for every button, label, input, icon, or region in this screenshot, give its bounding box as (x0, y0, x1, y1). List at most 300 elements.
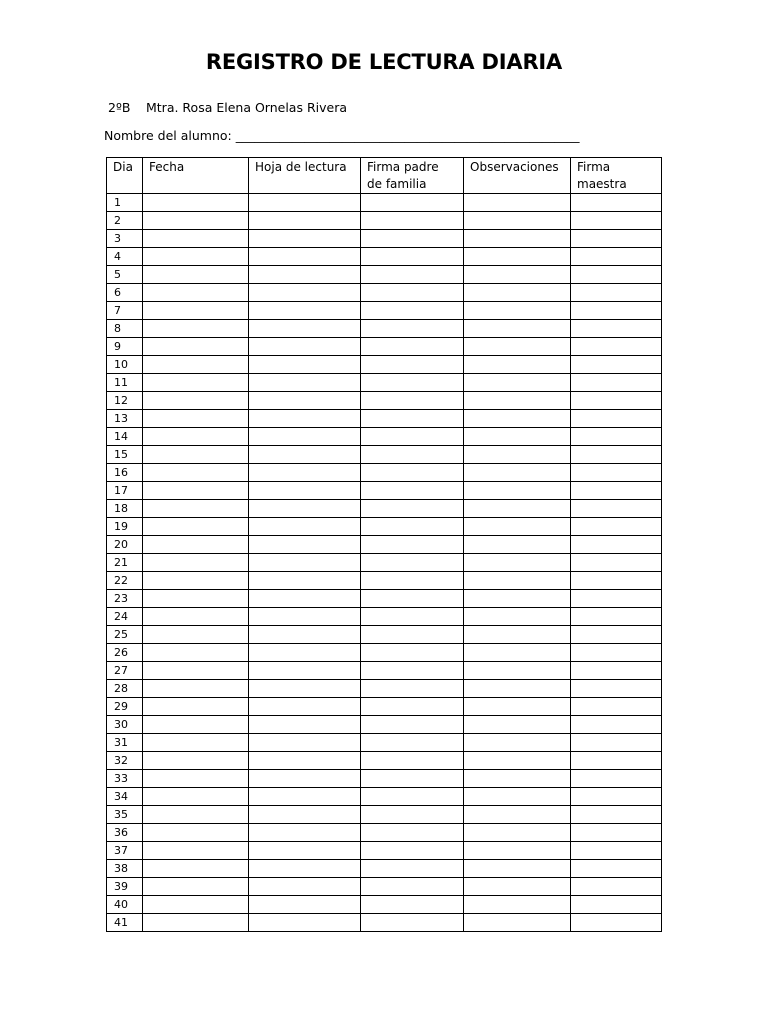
hoja-de-lectura-cell (249, 410, 361, 428)
firma-padre-cell (361, 518, 464, 536)
hoja-de-lectura-cell (249, 698, 361, 716)
observaciones-cell (464, 644, 571, 662)
hoja-de-lectura-cell (249, 788, 361, 806)
table-row (107, 914, 662, 932)
observaciones-cell (464, 284, 571, 302)
hoja-de-lectura-cell (249, 608, 361, 626)
firma-maestra-cell (571, 824, 662, 842)
hoja-de-lectura-cell (249, 464, 361, 482)
hoja-de-lectura-cell (249, 662, 361, 680)
hoja-de-lectura-cell (249, 572, 361, 590)
hoja-de-lectura-cell (249, 536, 361, 554)
firma-maestra-cell (571, 320, 662, 338)
firma-maestra-cell (571, 878, 662, 896)
observaciones-cell (464, 374, 571, 392)
firma-maestra-cell (571, 518, 662, 536)
table-row (107, 266, 662, 284)
fecha-cell (143, 356, 249, 374)
firma-maestra-cell (571, 464, 662, 482)
day-number-cell: 5 (107, 266, 143, 284)
header-firma-padre: Firma padre de familia (361, 158, 464, 194)
hoja-de-lectura-cell (249, 896, 361, 914)
day-number-cell: 7 (107, 302, 143, 320)
table-row (107, 410, 662, 428)
hoja-de-lectura-cell (249, 374, 361, 392)
table-row (107, 752, 662, 770)
firma-padre-cell (361, 410, 464, 428)
day-number-cell: 10 (107, 356, 143, 374)
table-row (107, 590, 662, 608)
table-row (107, 626, 662, 644)
firma-maestra-cell (571, 716, 662, 734)
day-number-cell: 32 (107, 752, 143, 770)
fecha-cell (143, 284, 249, 302)
firma-maestra-cell (571, 392, 662, 410)
firma-padre-cell (361, 266, 464, 284)
table-row (107, 500, 662, 518)
table-row (107, 860, 662, 878)
hoja-de-lectura-cell (249, 644, 361, 662)
hoja-de-lectura-cell (249, 428, 361, 446)
student-name-label: Nombre del alumno: (104, 128, 232, 143)
day-number-cell: 40 (107, 896, 143, 914)
observaciones-cell (464, 590, 571, 608)
firma-maestra-cell (571, 302, 662, 320)
table-row (107, 284, 662, 302)
firma-maestra-cell (571, 482, 662, 500)
table-row (107, 554, 662, 572)
grade-label: 2ºB (108, 100, 131, 115)
firma-padre-cell (361, 590, 464, 608)
day-number-cell: 4 (107, 248, 143, 266)
table-row (107, 770, 662, 788)
fecha-cell (143, 878, 249, 896)
day-number-cell: 21 (107, 554, 143, 572)
day-number-cell: 1 (107, 194, 143, 212)
firma-padre-cell (361, 752, 464, 770)
hoja-de-lectura-cell (249, 680, 361, 698)
hoja-de-lectura-cell (249, 626, 361, 644)
firma-padre-cell (361, 662, 464, 680)
firma-maestra-cell (571, 572, 662, 590)
hoja-de-lectura-cell (249, 320, 361, 338)
observaciones-cell (464, 554, 571, 572)
firma-maestra-cell (571, 500, 662, 518)
table-row (107, 806, 662, 824)
fecha-cell (143, 734, 249, 752)
fecha-cell (143, 500, 249, 518)
firma-padre-cell (361, 770, 464, 788)
firma-padre-cell (361, 320, 464, 338)
day-number-cell: 28 (107, 680, 143, 698)
table-row (107, 482, 662, 500)
student-name-line (104, 128, 579, 143)
firma-padre-cell (361, 374, 464, 392)
firma-padre-cell (361, 356, 464, 374)
day-number-cell: 14 (107, 428, 143, 446)
day-number-cell: 24 (107, 608, 143, 626)
observaciones-cell (464, 752, 571, 770)
firma-maestra-cell (571, 644, 662, 662)
day-number-cell: 11 (107, 374, 143, 392)
day-number-cell: 3 (107, 230, 143, 248)
observaciones-cell (464, 428, 571, 446)
fecha-cell (143, 392, 249, 410)
observaciones-cell (464, 788, 571, 806)
firma-maestra-cell (571, 356, 662, 374)
firma-maestra-cell (571, 770, 662, 788)
fecha-cell (143, 680, 249, 698)
hoja-de-lectura-cell (249, 338, 361, 356)
table-row (107, 338, 662, 356)
fecha-cell (143, 698, 249, 716)
day-number-cell: 23 (107, 590, 143, 608)
firma-padre-cell (361, 824, 464, 842)
table-header-row (107, 158, 662, 194)
hoja-de-lectura-cell (249, 842, 361, 860)
table-row (107, 896, 662, 914)
firma-padre-cell (361, 536, 464, 554)
day-number-cell: 6 (107, 284, 143, 302)
table-row (107, 644, 662, 662)
firma-padre-cell (361, 608, 464, 626)
fecha-cell (143, 338, 249, 356)
observaciones-cell (464, 716, 571, 734)
fecha-cell (143, 554, 249, 572)
table-row (107, 608, 662, 626)
firma-maestra-cell (571, 590, 662, 608)
hoja-de-lectura-cell (249, 212, 361, 230)
fecha-cell (143, 644, 249, 662)
firma-maestra-cell (571, 806, 662, 824)
day-number-cell: 15 (107, 446, 143, 464)
day-number-cell: 29 (107, 698, 143, 716)
fecha-cell (143, 608, 249, 626)
observaciones-cell (464, 824, 571, 842)
day-number-cell: 38 (107, 860, 143, 878)
observaciones-cell (464, 194, 571, 212)
fecha-cell (143, 824, 249, 842)
observaciones-cell (464, 338, 571, 356)
observaciones-cell (464, 770, 571, 788)
firma-maestra-cell (571, 626, 662, 644)
observaciones-cell (464, 302, 571, 320)
hoja-de-lectura-cell (249, 266, 361, 284)
firma-padre-cell (361, 212, 464, 230)
fecha-cell (143, 464, 249, 482)
observaciones-cell (464, 914, 571, 932)
firma-maestra-cell (571, 752, 662, 770)
firma-maestra-cell (571, 608, 662, 626)
hoja-de-lectura-cell (249, 230, 361, 248)
firma-padre-cell (361, 626, 464, 644)
hoja-de-lectura-cell (249, 860, 361, 878)
firma-padre-cell (361, 284, 464, 302)
firma-padre-cell (361, 446, 464, 464)
fecha-cell (143, 536, 249, 554)
firma-maestra-cell (571, 680, 662, 698)
table-row (107, 734, 662, 752)
fecha-cell (143, 266, 249, 284)
hoja-de-lectura-cell (249, 446, 361, 464)
firma-maestra-cell (571, 446, 662, 464)
observaciones-cell (464, 572, 571, 590)
table-row (107, 194, 662, 212)
observaciones-cell (464, 806, 571, 824)
day-number-cell: 36 (107, 824, 143, 842)
fecha-cell (143, 428, 249, 446)
firma-padre-cell (361, 572, 464, 590)
table-row (107, 212, 662, 230)
firma-maestra-cell (571, 410, 662, 428)
firma-padre-cell (361, 644, 464, 662)
header-hoja-de-lectura: Hoja de lectura (249, 158, 361, 194)
day-number-cell: 16 (107, 464, 143, 482)
teacher-name: Mtra. Rosa Elena Ornelas Rivera (146, 100, 348, 115)
fecha-cell (143, 410, 249, 428)
firma-padre-cell (361, 302, 464, 320)
fecha-cell (143, 374, 249, 392)
day-number-cell: 34 (107, 788, 143, 806)
fecha-cell (143, 896, 249, 914)
table-row (107, 788, 662, 806)
table-row (107, 464, 662, 482)
day-number-cell: 26 (107, 644, 143, 662)
observaciones-cell (464, 248, 571, 266)
observaciones-cell (464, 860, 571, 878)
fecha-cell (143, 752, 249, 770)
hoja-de-lectura-cell (249, 914, 361, 932)
fecha-cell (143, 662, 249, 680)
observaciones-cell (464, 320, 571, 338)
firma-padre-cell (361, 716, 464, 734)
observaciones-cell (464, 842, 571, 860)
day-number-cell: 17 (107, 482, 143, 500)
firma-maestra-cell (571, 842, 662, 860)
fecha-cell (143, 770, 249, 788)
observaciones-cell (464, 518, 571, 536)
firma-maestra-cell (571, 914, 662, 932)
table-body (107, 194, 662, 932)
firma-padre-cell (361, 428, 464, 446)
firma-padre-cell (361, 878, 464, 896)
hoja-de-lectura-cell (249, 806, 361, 824)
hoja-de-lectura-cell (249, 302, 361, 320)
hoja-de-lectura-cell (249, 194, 361, 212)
hoja-de-lectura-cell (249, 392, 361, 410)
firma-padre-cell (361, 194, 464, 212)
firma-padre-cell (361, 806, 464, 824)
hoja-de-lectura-cell (249, 518, 361, 536)
fecha-cell (143, 230, 249, 248)
table-row (107, 302, 662, 320)
firma-padre-cell (361, 230, 464, 248)
firma-padre-cell (361, 392, 464, 410)
firma-padre-cell (361, 734, 464, 752)
day-number-cell: 30 (107, 716, 143, 734)
fecha-cell (143, 806, 249, 824)
table-row (107, 572, 662, 590)
observaciones-cell (464, 266, 571, 284)
table-row (107, 536, 662, 554)
hoja-de-lectura-cell (249, 554, 361, 572)
table-row (107, 824, 662, 842)
firma-maestra-cell (571, 248, 662, 266)
firma-padre-cell (361, 554, 464, 572)
fecha-cell (143, 248, 249, 266)
day-number-cell: 8 (107, 320, 143, 338)
firma-padre-cell (361, 500, 464, 518)
firma-padre-cell (361, 464, 464, 482)
observaciones-cell (464, 626, 571, 644)
observaciones-cell (464, 536, 571, 554)
observaciones-cell (464, 230, 571, 248)
firma-padre-cell (361, 248, 464, 266)
hoja-de-lectura-cell (249, 878, 361, 896)
fecha-cell (143, 788, 249, 806)
table-row (107, 698, 662, 716)
fecha-cell (143, 626, 249, 644)
day-number-cell: 37 (107, 842, 143, 860)
day-number-cell: 22 (107, 572, 143, 590)
firma-maestra-cell (571, 734, 662, 752)
firma-padre-cell (361, 896, 464, 914)
firma-padre-cell (361, 482, 464, 500)
firma-padre-cell (361, 680, 464, 698)
firma-maestra-cell (571, 212, 662, 230)
firma-maestra-cell (571, 536, 662, 554)
fecha-cell (143, 572, 249, 590)
firma-padre-cell (361, 338, 464, 356)
observaciones-cell (464, 698, 571, 716)
hoja-de-lectura-cell (249, 752, 361, 770)
hoja-de-lectura-cell (249, 500, 361, 518)
fecha-cell (143, 842, 249, 860)
firma-padre-cell (361, 788, 464, 806)
observaciones-cell (464, 482, 571, 500)
firma-maestra-cell (571, 698, 662, 716)
day-number-cell: 9 (107, 338, 143, 356)
observaciones-cell (464, 662, 571, 680)
table-row (107, 662, 662, 680)
table-row (107, 230, 662, 248)
hoja-de-lectura-cell (249, 482, 361, 500)
firma-maestra-cell (571, 230, 662, 248)
day-number-cell: 27 (107, 662, 143, 680)
fecha-cell (143, 194, 249, 212)
firma-maestra-cell (571, 896, 662, 914)
hoja-de-lectura-cell (249, 824, 361, 842)
fecha-cell (143, 914, 249, 932)
observaciones-cell (464, 446, 571, 464)
day-number-cell: 25 (107, 626, 143, 644)
day-number-cell: 41 (107, 914, 143, 932)
day-number-cell: 2 (107, 212, 143, 230)
table-row (107, 356, 662, 374)
day-number-cell: 18 (107, 500, 143, 518)
student-name-blank: _______________________________________________________ (235, 128, 580, 143)
hoja-de-lectura-cell (249, 590, 361, 608)
observaciones-cell (464, 734, 571, 752)
firma-padre-cell (361, 698, 464, 716)
firma-padre-cell (361, 842, 464, 860)
fecha-cell (143, 518, 249, 536)
observaciones-cell (464, 878, 571, 896)
hoja-de-lectura-cell (249, 248, 361, 266)
observaciones-cell (464, 896, 571, 914)
hoja-de-lectura-cell (249, 770, 361, 788)
header-dia: Dia (107, 158, 143, 194)
observaciones-cell (464, 680, 571, 698)
day-number-cell: 33 (107, 770, 143, 788)
header-firma-maestra: Firma maestra (571, 158, 662, 194)
firma-padre-cell (361, 914, 464, 932)
observaciones-cell (464, 500, 571, 518)
firma-padre-cell (361, 860, 464, 878)
table-row (107, 446, 662, 464)
table-row (107, 374, 662, 392)
day-number-cell: 39 (107, 878, 143, 896)
table-row (107, 320, 662, 338)
header-fecha: Fecha (143, 158, 249, 194)
table-row (107, 842, 662, 860)
observaciones-cell (464, 464, 571, 482)
hoja-de-lectura-cell (249, 284, 361, 302)
firma-maestra-cell (571, 266, 662, 284)
observaciones-cell (464, 212, 571, 230)
hoja-de-lectura-cell (249, 356, 361, 374)
firma-maestra-cell (571, 194, 662, 212)
header-observaciones: Observaciones (464, 158, 571, 194)
fecha-cell (143, 716, 249, 734)
fecha-cell (143, 860, 249, 878)
table-row (107, 878, 662, 896)
day-number-cell: 20 (107, 536, 143, 554)
firma-maestra-cell (571, 860, 662, 878)
day-number-cell: 35 (107, 806, 143, 824)
firma-maestra-cell (571, 554, 662, 572)
fecha-cell (143, 482, 249, 500)
hoja-de-lectura-cell (249, 734, 361, 752)
table-row (107, 716, 662, 734)
day-number-cell: 12 (107, 392, 143, 410)
table-row (107, 428, 662, 446)
firma-maestra-cell (571, 428, 662, 446)
observaciones-cell (464, 410, 571, 428)
firma-maestra-cell (571, 284, 662, 302)
firma-maestra-cell (571, 788, 662, 806)
day-number-cell: 13 (107, 410, 143, 428)
firma-maestra-cell (571, 374, 662, 392)
fecha-cell (143, 320, 249, 338)
observaciones-cell (464, 356, 571, 374)
table-row (107, 248, 662, 266)
firma-maestra-cell (571, 662, 662, 680)
table-row (107, 680, 662, 698)
fecha-cell (143, 212, 249, 230)
fecha-cell (143, 302, 249, 320)
day-number-cell: 31 (107, 734, 143, 752)
fecha-cell (143, 590, 249, 608)
firma-maestra-cell (571, 338, 662, 356)
day-number-cell: 19 (107, 518, 143, 536)
observaciones-cell (464, 392, 571, 410)
table-row (107, 392, 662, 410)
table-row (107, 518, 662, 536)
fecha-cell (143, 446, 249, 464)
document-title: REGISTRO DE LECTURA DIARIA (205, 50, 563, 74)
hoja-de-lectura-cell (249, 716, 361, 734)
